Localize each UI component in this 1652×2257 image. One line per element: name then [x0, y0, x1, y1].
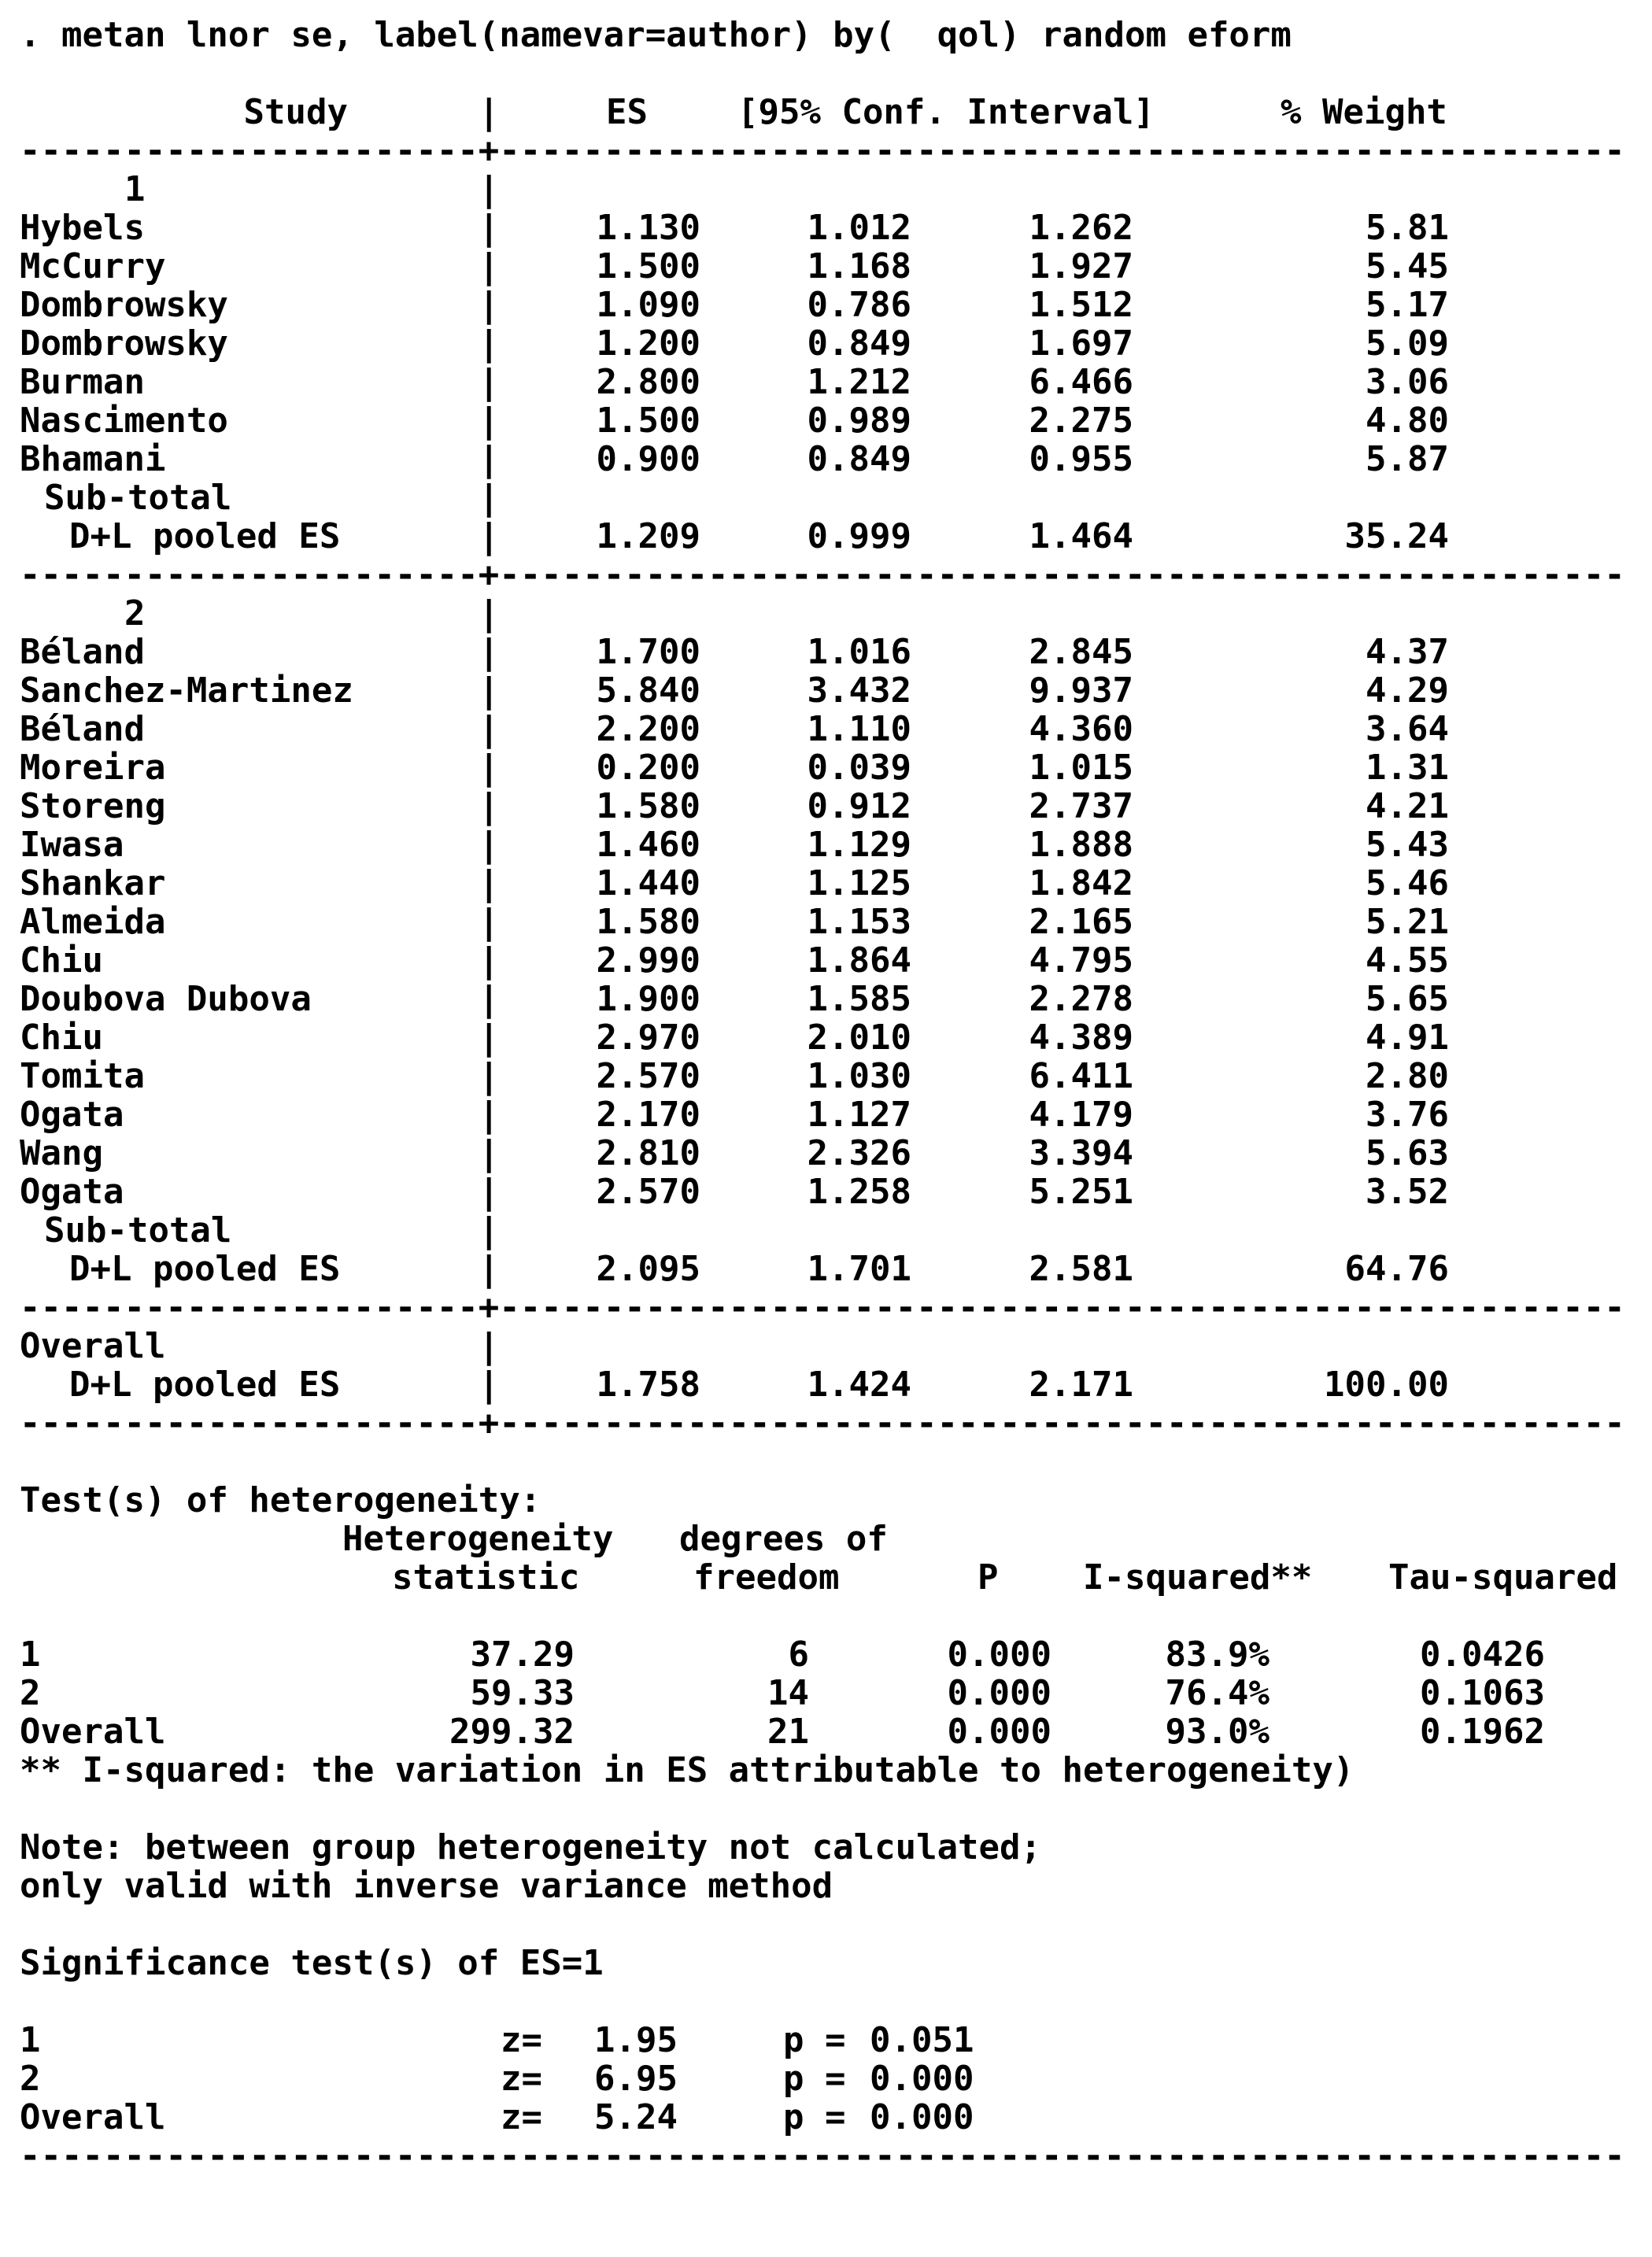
- ci-lower: 0.849: [807, 323, 911, 364]
- study-row: [0, 1057, 1652, 1095]
- pooled-ci-upper: 2.171: [1029, 1365, 1133, 1405]
- column-divider: |: [479, 401, 500, 441]
- command-text: . metan lnor se, label(namevar=author) by( qol) random eform: [20, 15, 1292, 55]
- sig-row-label: 1: [20, 2020, 41, 2060]
- z-value: 5.24: [594, 2097, 678, 2137]
- column-divider: |: [479, 1018, 500, 1058]
- pooled-weight: 64.76: [1344, 1249, 1449, 1289]
- het-row-label: 1: [20, 1635, 41, 1675]
- sig-rows: [0, 2021, 1652, 2137]
- header-study: Study: [243, 92, 348, 132]
- het-tau-squared: 0.1063: [1420, 1673, 1545, 1713]
- weight: 4.91: [1366, 1018, 1449, 1058]
- effect-size: 1.200: [596, 323, 700, 364]
- column-divider: |: [479, 439, 500, 479]
- effect-size: 2.200: [596, 709, 700, 749]
- weight: 3.52: [1366, 1172, 1449, 1212]
- ci-lower: 0.786: [807, 285, 911, 325]
- overall-pooled-line: [0, 1365, 1652, 1404]
- study-name: McCurry: [20, 246, 166, 286]
- ci-lower: 0.912: [807, 786, 911, 826]
- column-divider: |: [479, 246, 500, 286]
- study-name: Storeng: [20, 786, 166, 826]
- column-divider: |: [479, 169, 500, 209]
- study-row: [0, 671, 1652, 710]
- study-row: [0, 209, 1652, 247]
- z-label: z=: [501, 2097, 542, 2137]
- column-divider: |: [479, 1095, 500, 1135]
- het-df: 14: [767, 1673, 809, 1713]
- column-divider: |: [479, 1326, 500, 1366]
- ci-lower: 0.849: [807, 439, 911, 479]
- study-name: Hybels: [20, 208, 145, 248]
- column-divider: |: [479, 516, 500, 556]
- weight: 5.46: [1366, 863, 1449, 903]
- ci-lower: 1.168: [807, 246, 911, 286]
- weight: 5.17: [1366, 285, 1449, 325]
- blank-line: [0, 1442, 1652, 1481]
- column-divider: |: [479, 709, 500, 749]
- table-header-line: [0, 93, 1652, 131]
- effect-size: 2.810: [596, 1133, 700, 1173]
- study-name: Ogata: [20, 1172, 124, 1212]
- effect-size: 2.570: [596, 1056, 700, 1096]
- weight: 2.80: [1366, 1056, 1449, 1096]
- z-label: z=: [501, 2020, 542, 2060]
- weight: 3.76: [1366, 1095, 1449, 1135]
- het-i-squared: 83.9%: [1165, 1635, 1269, 1675]
- p-label: p =: [783, 2059, 846, 2099]
- het-i-squared: 93.0%: [1165, 1712, 1269, 1752]
- pooled-label: D+L pooled ES: [69, 1365, 341, 1405]
- weight: 4.55: [1366, 940, 1449, 981]
- z-label: z=: [501, 2059, 542, 2099]
- het-header-statistic-1: Heterogeneity: [342, 1519, 614, 1559]
- study-name: Chiu: [20, 1018, 103, 1058]
- het-row: [0, 1674, 1652, 1712]
- het-header-df-1: degrees of: [679, 1519, 888, 1559]
- het-row: [0, 1635, 1652, 1674]
- ci-upper: 2.845: [1029, 632, 1133, 672]
- het-df: 6: [788, 1635, 809, 1675]
- study-name: Nascimento: [20, 401, 228, 441]
- group-rows: [0, 633, 1652, 1211]
- het-rows: [0, 1635, 1652, 1751]
- het-header-tau-squared: Tau-squared: [1388, 1557, 1618, 1598]
- column-divider: |: [479, 748, 500, 788]
- study-name: Ogata: [20, 1095, 124, 1135]
- het-df: 21: [767, 1712, 809, 1752]
- ci-upper: 4.389: [1029, 1018, 1133, 1058]
- column-divider: |: [479, 323, 500, 364]
- group-section-2: [0, 594, 1652, 1327]
- ci-upper: 1.927: [1029, 246, 1133, 286]
- ci-upper: 5.251: [1029, 1172, 1133, 1212]
- effect-size: 1.900: [596, 979, 700, 1019]
- ci-lower: 2.326: [807, 1133, 911, 1173]
- heterogeneity-title-text: Test(s) of heterogeneity:: [20, 1480, 541, 1520]
- bottom-rule-dashes: -----------------------------------------------------------------------------: [20, 2136, 1625, 2176]
- note-text-1: Note: between group heterogeneity not calculated;: [20, 1827, 1042, 1867]
- note-text-2: only valid with inverse variance method: [20, 1866, 833, 1906]
- het-header-df-2: freedom: [693, 1557, 840, 1598]
- study-name: Shankar: [20, 863, 166, 903]
- p-label: p =: [783, 2097, 846, 2137]
- column-divider: |: [479, 92, 500, 132]
- separator-line: [0, 131, 1652, 170]
- effect-size: 2.800: [596, 362, 700, 402]
- study-name: Chiu: [20, 940, 103, 981]
- study-name: Béland: [20, 632, 145, 672]
- blank-line: [0, 1597, 1652, 1635]
- ci-upper: 1.888: [1029, 825, 1133, 865]
- effect-size: 1.580: [596, 902, 700, 942]
- study-row: [0, 980, 1652, 1018]
- column-divider: |: [479, 863, 500, 903]
- pooled-es: 1.758: [596, 1365, 700, 1405]
- blank-line: [0, 1790, 1652, 1828]
- ci-lower: 1.129: [807, 825, 911, 865]
- blank-line: [0, 54, 1652, 93]
- weight: 5.81: [1366, 208, 1449, 248]
- study-row: [0, 363, 1652, 401]
- weight: 4.21: [1366, 786, 1449, 826]
- study-name: Doubova Dubova: [20, 979, 312, 1019]
- weight: 4.37: [1366, 632, 1449, 672]
- effect-size: 0.200: [596, 748, 700, 788]
- weight: 5.65: [1366, 979, 1449, 1019]
- study-row: [0, 440, 1652, 478]
- ci-lower: 0.989: [807, 401, 911, 441]
- effect-size: 1.580: [596, 786, 700, 826]
- group-section-1: [0, 170, 1652, 594]
- study-row: [0, 1134, 1652, 1173]
- column-divider: |: [479, 362, 500, 402]
- column-divider: |: [479, 1249, 500, 1289]
- study-row: [0, 826, 1652, 864]
- pooled-ci-lower: 1.701: [807, 1249, 911, 1289]
- effect-size: 1.460: [596, 825, 700, 865]
- ci-lower: 3.432: [807, 670, 911, 711]
- group-label: 1: [124, 169, 146, 209]
- het-statistic: 37.29: [470, 1635, 575, 1675]
- effect-size: 2.170: [596, 1095, 700, 1135]
- study-name: Burman: [20, 362, 145, 402]
- column-divider: |: [479, 478, 500, 518]
- subtotal-line: [0, 1211, 1652, 1250]
- pooled-line: [0, 1250, 1652, 1288]
- separator-line: [0, 1288, 1652, 1327]
- ci-upper: 2.737: [1029, 786, 1133, 826]
- het-i-squared: 76.4%: [1165, 1673, 1269, 1713]
- column-divider: |: [479, 1210, 500, 1250]
- ci-lower: 1.258: [807, 1172, 911, 1212]
- ci-lower: 1.016: [807, 632, 911, 672]
- het-footnote-line: [0, 1751, 1652, 1790]
- weight: 4.80: [1366, 401, 1449, 441]
- ci-upper: 2.165: [1029, 902, 1133, 942]
- pooled-line: [0, 517, 1652, 556]
- column-divider: |: [479, 940, 500, 981]
- pooled-ci-upper: 1.464: [1029, 516, 1133, 556]
- sig-row: [0, 2059, 1652, 2098]
- ci-upper: 4.179: [1029, 1095, 1133, 1135]
- subtotal-label: Sub-total: [44, 478, 232, 518]
- ci-upper: 2.275: [1029, 401, 1133, 441]
- blank-line: [0, 1982, 1652, 2021]
- p-value: 0.051: [870, 2020, 974, 2060]
- ci-upper: 6.466: [1029, 362, 1133, 402]
- ci-upper: 1.697: [1029, 323, 1133, 364]
- ci-upper: 3.394: [1029, 1133, 1133, 1173]
- study-name: Sanchez-Martinez: [20, 670, 353, 711]
- weight: 3.64: [1366, 709, 1449, 749]
- blank-line: [0, 1905, 1652, 1944]
- ci-upper: 9.937: [1029, 670, 1133, 711]
- study-row: [0, 1095, 1652, 1134]
- weight: 5.87: [1366, 439, 1449, 479]
- ci-lower: 1.127: [807, 1095, 911, 1135]
- study-name: Béland: [20, 709, 145, 749]
- effect-size: 1.090: [596, 285, 700, 325]
- sig-row: [0, 2098, 1652, 2137]
- study-row: [0, 903, 1652, 941]
- header-weight: % Weight: [1281, 92, 1447, 132]
- overall-label-line: [0, 1327, 1652, 1365]
- pooled-ci-lower: 0.999: [807, 516, 911, 556]
- study-row: [0, 710, 1652, 748]
- sig-row-label: 2: [20, 2059, 41, 2099]
- effect-size: 1.130: [596, 208, 700, 248]
- het-header-statistic-2: statistic: [392, 1557, 580, 1598]
- ci-lower: 1.125: [807, 863, 911, 903]
- overall-label: Overall: [20, 1326, 166, 1366]
- het-statistic: 59.33: [470, 1673, 575, 1713]
- pooled-es: 1.209: [596, 516, 700, 556]
- subtotal-line: [0, 478, 1652, 517]
- column-divider: |: [479, 632, 500, 672]
- column-divider: |: [479, 902, 500, 942]
- het-p-value: 0.000: [947, 1712, 1051, 1752]
- ci-upper: 6.411: [1029, 1056, 1133, 1096]
- pooled-label: D+L pooled ES: [69, 516, 341, 556]
- ci-lower: 1.585: [807, 979, 911, 1019]
- group-label-line: [0, 594, 1652, 633]
- sig-row: [0, 2021, 1652, 2059]
- ci-upper: 1.842: [1029, 863, 1133, 903]
- study-row: [0, 787, 1652, 826]
- note-line-2: [0, 1867, 1652, 1905]
- ci-upper: 4.360: [1029, 709, 1133, 749]
- study-row: [0, 247, 1652, 286]
- het-p-value: 0.000: [947, 1635, 1051, 1675]
- group-rows: [0, 209, 1652, 478]
- command-line: [0, 16, 1652, 54]
- study-row: [0, 401, 1652, 440]
- pooled-es: 2.095: [596, 1249, 700, 1289]
- study-row: [0, 941, 1652, 980]
- study-row: [0, 286, 1652, 324]
- column-divider: |: [479, 1056, 500, 1096]
- study-row: [0, 324, 1652, 363]
- study-row: [0, 864, 1652, 903]
- z-value: 1.95: [594, 2020, 678, 2060]
- weight: 5.21: [1366, 902, 1449, 942]
- ci-upper: 1.262: [1029, 208, 1133, 248]
- column-divider: |: [479, 1133, 500, 1173]
- separator-dashes: ----------------------+------------------------------------------------------: [20, 555, 1625, 595]
- ci-lower: 1.153: [807, 902, 911, 942]
- weight: 5.43: [1366, 825, 1449, 865]
- ci-upper: 2.278: [1029, 979, 1133, 1019]
- pooled-ci-lower: 1.424: [807, 1365, 911, 1405]
- separator-line: [0, 1404, 1652, 1442]
- group-label: 2: [124, 593, 146, 634]
- weight: 5.63: [1366, 1133, 1449, 1173]
- weight: 1.31: [1366, 748, 1449, 788]
- weight: 4.29: [1366, 670, 1449, 711]
- significance-title-text: Significance test(s) of ES=1: [20, 1943, 604, 1983]
- study-name: Bhamani: [20, 439, 166, 479]
- separator-line: [0, 556, 1652, 594]
- het-footnote-text: ** I-squared: the variation in ES attributable to heterogeneity): [20, 1750, 1354, 1790]
- effect-size: 5.840: [596, 670, 700, 711]
- subtotal-label: Sub-total: [44, 1210, 232, 1250]
- group-label-line: [0, 170, 1652, 209]
- separator-dashes: ----------------------+------------------------------------------------------: [20, 1403, 1625, 1443]
- ci-upper: 1.512: [1029, 285, 1133, 325]
- column-divider: |: [479, 208, 500, 248]
- ci-lower: 1.012: [807, 208, 911, 248]
- ci-lower: 1.212: [807, 362, 911, 402]
- het-tau-squared: 0.1962: [1420, 1712, 1545, 1752]
- weight: 5.09: [1366, 323, 1449, 364]
- p-label: p =: [783, 2020, 846, 2060]
- effect-size: 0.900: [596, 439, 700, 479]
- het-header-line-1: [0, 1520, 1652, 1558]
- study-name: Moreira: [20, 748, 166, 788]
- header-es: ES: [606, 92, 648, 132]
- study-name: Wang: [20, 1133, 103, 1173]
- study-name: Tomita: [20, 1056, 145, 1096]
- study-name: Dombrowsky: [20, 285, 228, 325]
- pooled-ci-upper: 2.581: [1029, 1249, 1133, 1289]
- column-divider: |: [479, 670, 500, 711]
- ci-lower: 2.010: [807, 1018, 911, 1058]
- pooled-weight: 35.24: [1344, 516, 1449, 556]
- study-row: [0, 1173, 1652, 1211]
- column-divider: |: [479, 1365, 500, 1405]
- note-line-1: [0, 1828, 1652, 1867]
- pooled-weight: 100.00: [1324, 1365, 1449, 1405]
- column-divider: |: [479, 1172, 500, 1212]
- study-name: Iwasa: [20, 825, 124, 865]
- study-row: [0, 633, 1652, 671]
- significance-title: [0, 1944, 1652, 1982]
- effect-size: 1.500: [596, 246, 700, 286]
- ci-upper: 1.015: [1029, 748, 1133, 788]
- p-value: 0.000: [870, 2097, 974, 2137]
- heterogeneity-title: [0, 1481, 1652, 1520]
- het-header-line-2: [0, 1558, 1652, 1597]
- effect-size: 2.990: [596, 940, 700, 981]
- weight: 5.45: [1366, 246, 1449, 286]
- het-statistic: 299.32: [449, 1712, 575, 1752]
- study-row: [0, 748, 1652, 787]
- p-value: 0.000: [870, 2059, 974, 2099]
- study-name: Dombrowsky: [20, 323, 228, 364]
- effect-size: 1.500: [596, 401, 700, 441]
- pooled-label: D+L pooled ES: [69, 1249, 341, 1289]
- header-ci: [95% Conf. Interval]: [737, 92, 1155, 132]
- ci-lower: 1.110: [807, 709, 911, 749]
- ci-lower: 1.864: [807, 940, 911, 981]
- ci-lower: 0.039: [807, 748, 911, 788]
- separator-dashes: ----------------------+------------------------------------------------------: [20, 131, 1625, 171]
- column-divider: |: [479, 786, 500, 826]
- study-row: [0, 1018, 1652, 1057]
- het-tau-squared: 0.0426: [1420, 1635, 1545, 1675]
- het-header-p: P: [978, 1557, 999, 1598]
- het-header-i-squared: I-squared**: [1083, 1557, 1313, 1598]
- sig-row-label: Overall: [20, 2097, 166, 2137]
- ci-lower: 1.030: [807, 1056, 911, 1096]
- column-divider: |: [479, 825, 500, 865]
- het-row-label: Overall: [20, 1712, 166, 1752]
- column-divider: |: [479, 285, 500, 325]
- effect-size: 1.440: [596, 863, 700, 903]
- separator-dashes: ----------------------+------------------------------------------------------: [20, 1287, 1625, 1328]
- column-divider: |: [479, 979, 500, 1019]
- bottom-rule-line: [0, 2137, 1652, 2175]
- het-row-label: 2: [20, 1673, 41, 1713]
- ci-upper: 0.955: [1029, 439, 1133, 479]
- ci-upper: 4.795: [1029, 940, 1133, 981]
- effect-size: 2.970: [596, 1018, 700, 1058]
- z-value: 6.95: [594, 2059, 678, 2099]
- study-name: Almeida: [20, 902, 166, 942]
- column-divider: |: [479, 593, 500, 634]
- het-p-value: 0.000: [947, 1673, 1051, 1713]
- effect-size: 2.570: [596, 1172, 700, 1212]
- effect-size: 1.700: [596, 632, 700, 672]
- het-row: [0, 1712, 1652, 1751]
- weight: 3.06: [1366, 362, 1449, 402]
